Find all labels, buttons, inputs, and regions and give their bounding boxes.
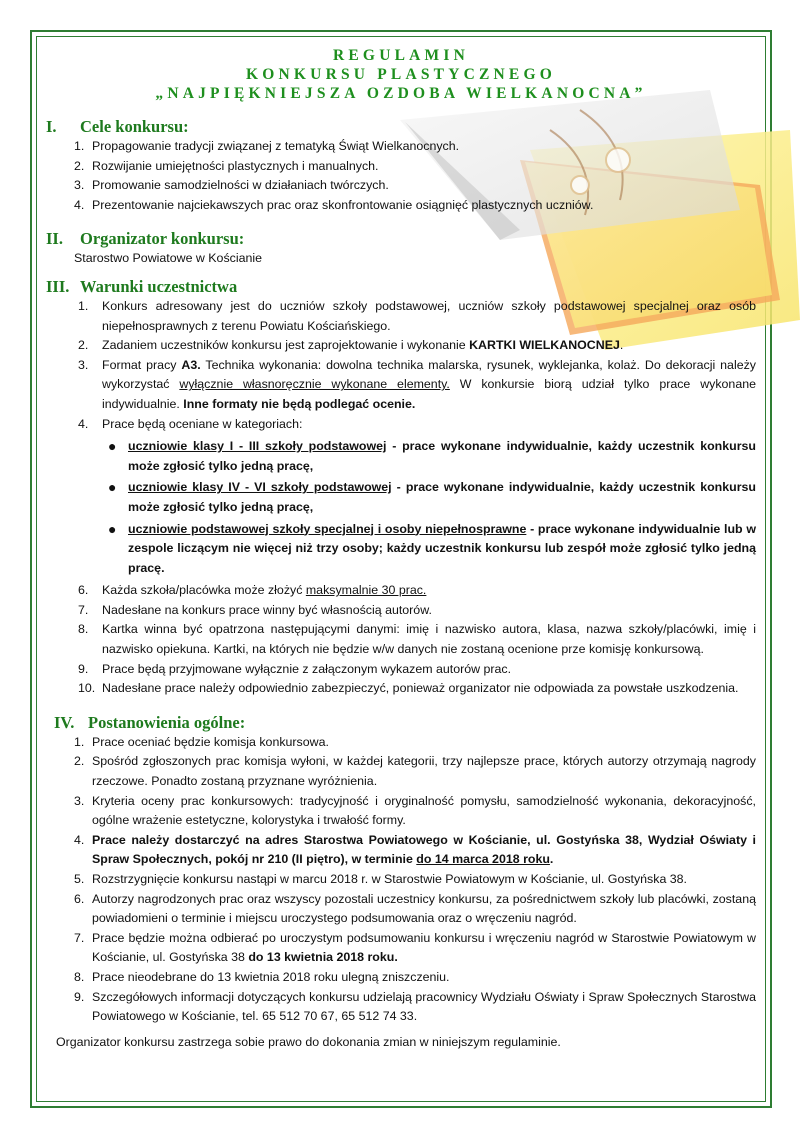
- list-item: 1. Prace oceniać będzie komisja konkursowa.: [74, 734, 329, 749]
- footer-note: Organizator konkursu zastrzega sobie prawo do dokonania zmian w niniejszym regulaminie.: [56, 1034, 561, 1049]
- category-item: ● uczniowie klasy IV - VI szkoły podstawowej - prace wykonane indywidualnie, każdy uczestnik konkursu może zgłosić tylko jedną pracę,: [108, 479, 756, 514]
- list-item: 4. Prace należy dostarczyć na adres Starostwa Powiatowego w Kościanie, ul. Gostyńska 38, Wydział Oświaty i Spraw Społecznych, pokój nr 210 (II piętro), w terminie do 14 marca 2018 roku.: [74, 832, 756, 867]
- list-item: 7. Prace będzie można odbierać po uroczystym podsumowaniu konkursu i wręczeniu nagród w Starostwie Powiatowym w Kościanie, ul. Gostyńska 38 do 13 kwietnia 2018 roku.: [74, 930, 756, 965]
- regulations-document: [46, 46, 756, 1052]
- category-item: ● uczniowie podstawowej szkoły specjalnej i osoby niepełnosprawne - prace wykonane indywidualnie lub w zespole liczącym nie więcej niż trzy osoby; każdy uczestnik konkursu lub zespół może zgłosić tylko jedną pracę.: [108, 520, 756, 575]
- list-item: 3. Kryteria oceny prac konkursowych: tradycyjność i oryginalność pomysłu, samodzielność wykonania, dekoracyjność, ogólne wrażenie estetyczne, kolorystyka i trwałość formy.: [74, 793, 756, 828]
- title-line-1: REGULAMIN: [333, 47, 469, 64]
- list-item: 4. Prace będą oceniane w kategoriach:: [78, 416, 303, 431]
- list-item: 3. Promowanie samodzielności w działaniach twórczych.: [74, 178, 389, 193]
- list-item: 2. Rozwijanie umiejętności plastycznych i manualnych.: [74, 158, 379, 173]
- section-heading-goals: I. Cele konkursu:: [46, 117, 189, 136]
- section-heading-conditions: III. Warunki uczestnictwa: [46, 276, 238, 296]
- title-line-3: „NAJPIĘKNIEJSZA OZDOBA WIELKANOCNA”: [155, 85, 647, 102]
- list-item: 6. Autorzy nagrodzonych prac oraz wszyscy pozostali uczestnicy konkursu, za pośrednictwem szkoły lub placówki, zostaną powiadomieni o terminie i miejscu uroczystego podsumowania oraz o wręczeniu nagród.: [74, 891, 756, 926]
- list-item: 8. Prace nieodebrane do 13 kwietnia 2018 roku ulegną zniszczeniu.: [74, 969, 450, 984]
- list-item: 8. Kartka winna być opatrzona następującymi danymi: imię i nazwisko autora, klasa, nazwa szkoły/placówki, imię i nazwisko opiekuna. Kartki, na których nie będzie w/w danych nie zostaną ocenione prze komisję konkursową.: [78, 622, 756, 657]
- list-item: 1. Konkurs adresowany jest do uczniów szkoły podstawowej, uczniów szkoły podstawowej specjalnej oraz osób niepełnosprawnych z terenu Powiatu Kościańskiego.: [78, 298, 756, 333]
- section-heading-general: IV. Postanowienia ogólne:: [54, 712, 246, 732]
- conditions-list-continued: [46, 581, 756, 699]
- list-item: 10. Nadesłane prace należy odpowiednio zabezpieczyć, ponieważ organizator nie odpowiada za powstałe uszkodzenia.: [78, 681, 739, 696]
- organizer-name: Starostwo Powiatowe w Kościanie: [74, 251, 263, 266]
- goals-list: [46, 137, 756, 215]
- list-item: 5. Rozstrzygnięcie konkursu nastąpi w marcu 2018 r. w Starostwie Powiatowym w Kościanie, ul. Gostyńska 38.: [74, 872, 688, 886]
- list-item: 1. Propagowanie tradycji związanej z tematyką Świąt Wielkanocnych.: [74, 139, 460, 153]
- title-line-2: KONKURSU PLASTYCZNEGO: [246, 66, 556, 83]
- list-item: 4. Prezentowanie najciekawszych prac oraz skonfrontowanie osiągnięć plastycznych uczniów.: [74, 197, 594, 212]
- list-item: 9. Prace będą przyjmowane wyłącznie z załączonym wykazem autorów prac.: [78, 661, 512, 676]
- general-provisions-list: [46, 733, 756, 1027]
- categories-list: [46, 437, 756, 578]
- list-item: 2. Zadaniem uczestników konkursu jest zaprojektowanie i wykonanie KARTKI WIELKANOCNEJ.: [78, 338, 624, 353]
- list-item: 3. Format pracy A3. Technika wykonania: dowolna technika malarska, rysunek, wyklejanka, kolaż. Do dekoracji należy wykorzystać wyłącznie własnoręcznie wykonane elementy. W konkursie biorą udział tylko prace wykonane indywidualnie. Inne formaty nie będą podlegać ocenie.: [78, 357, 756, 411]
- category-item: ● uczniowie klasy I - III szkoły podstawowej - prace wykonane indywidualnie, każdy uczestnik konkursu może zgłosić tylko jedną pracę,: [108, 438, 756, 473]
- list-item: 9. Szczegółowych informacji dotyczących konkursu udzielają pracownicy Wydziału Oświaty i Spraw Społecznych Starostwa Powiatowego w Kościanie, tel. 65 512 70 67, 65 512 74 33.: [74, 989, 756, 1024]
- list-item: 7. Nadesłane na konkurs prace winny być własnością autorów.: [78, 602, 432, 617]
- section-heading-organizer: II. Organizator konkursu:: [46, 229, 245, 249]
- conditions-list: [46, 297, 756, 434]
- list-item: 6. Każda szkoła/placówka może złożyć maksymalnie 30 prac.: [78, 583, 427, 598]
- list-item: 2. Spośród zgłoszonych prac komisja wyłoni, w każdej kategorii, trzy najlepsze prace, których autorzy otrzymają nagrody rzeczowe. Ponadto zostaną przyznane wyróżnienia.: [74, 754, 756, 789]
